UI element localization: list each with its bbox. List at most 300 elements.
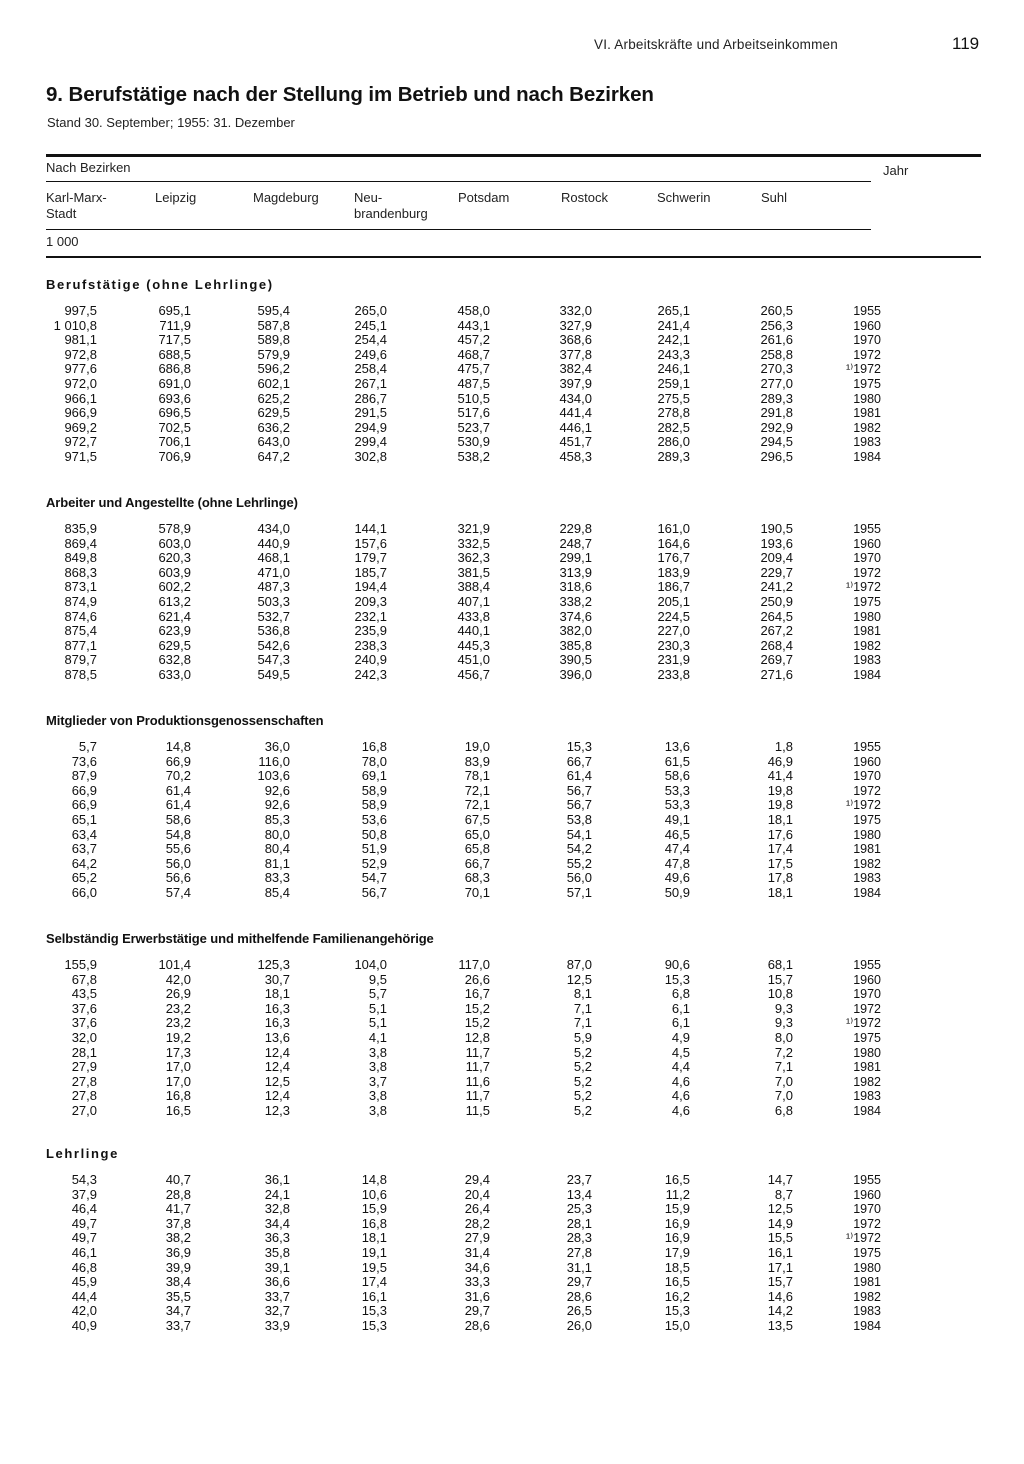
cell-schwerin: 4,6 — [671, 1102, 690, 1118]
cell-suhl: 256,3 — [760, 317, 793, 333]
cell-potsdam: 321,9 — [457, 521, 490, 536]
cell-potsdam: 510,5 — [457, 390, 490, 406]
cell-potsdam: 517,6 — [457, 405, 490, 421]
cell-rostock: 8,1 — [573, 986, 592, 1002]
cell-leipzig: 603,0 — [158, 535, 191, 551]
cell-schwerin: 90,6 — [664, 957, 690, 972]
cell-karl-marx-stadt: 873,1 — [64, 579, 97, 595]
cell-schwerin: 6,1 — [671, 1000, 690, 1016]
cell-schwerin: 16,2 — [664, 1288, 690, 1304]
cell-leipzig: 691,0 — [158, 375, 191, 391]
cell-leipzig: 686,8 — [158, 361, 191, 377]
cell-suhl: 7,1 — [774, 1059, 793, 1075]
table-row — [0, 1089, 1024, 1104]
column-header-leipzig — [155, 190, 196, 206]
cell-year: 1984 — [853, 1103, 881, 1118]
cell-neubrandenburg: 3,7 — [368, 1073, 387, 1089]
cell-year: 1981 — [853, 406, 881, 421]
cell-rostock: 229,8 — [559, 521, 592, 536]
cell-karl-marx-stadt: 49,7 — [71, 1230, 97, 1246]
cell-karl-marx-stadt: 49,7 — [71, 1215, 97, 1231]
cell-magdeburg: 80,4 — [264, 841, 290, 857]
section-heading: Arbeiter und Angestellte (ohne Lehrlinge) — [46, 495, 298, 510]
page-number: 119 — [952, 34, 980, 53]
cell-karl-marx-stadt: 977,6 — [64, 361, 97, 377]
cell-leipzig: 717,5 — [158, 332, 191, 348]
cell-schwerin: 15,3 — [664, 971, 690, 987]
section-heading: Selbständig Erwerbstätige und mithelfende Familienangehörige — [46, 931, 434, 946]
cell-year: 1975 — [853, 1030, 881, 1045]
cell-year: 1983 — [853, 1089, 881, 1104]
column-header-karl-marx-stadt — [46, 190, 107, 222]
cell-magdeburg: 34,4 — [264, 1215, 290, 1231]
column-header-magdeburg — [253, 190, 319, 206]
cell-leipzig: 61,4 — [165, 797, 191, 813]
cell-karl-marx-stadt: 66,0 — [71, 884, 97, 900]
cell-magdeburg: 602,1 — [257, 375, 290, 391]
cell-schwerin: 242,1 — [657, 332, 690, 348]
cell-neubrandenburg: 19,5 — [361, 1259, 387, 1275]
cell-magdeburg: 85,4 — [264, 884, 290, 900]
cell-rostock: 29,7 — [566, 1274, 592, 1290]
cell-year: ¹⁾1972 — [845, 580, 881, 595]
cell-leipzig: 38,4 — [165, 1274, 191, 1290]
cell-magdeburg: 636,2 — [257, 419, 290, 435]
cell-leipzig: 711,9 — [159, 317, 191, 333]
cell-karl-marx-stadt: 966,9 — [64, 405, 97, 421]
cell-magdeburg: 30,7 — [264, 971, 290, 987]
cell-year: 1975 — [853, 376, 881, 391]
cell-karl-marx-stadt: 868,3 — [64, 564, 97, 580]
column-header-suhl — [761, 190, 787, 206]
cell-leipzig: 41,7 — [165, 1201, 191, 1217]
cell-schwerin: 6,1 — [671, 1015, 690, 1031]
cell-leipzig: 26,9 — [165, 986, 191, 1002]
cell-leipzig: 42,0 — [165, 971, 191, 987]
cell-rostock: 57,1 — [566, 884, 592, 900]
cell-schwerin: 15,0 — [664, 1317, 690, 1333]
cell-leipzig: 578,9 — [158, 521, 191, 536]
table-row — [0, 1031, 1024, 1046]
table-row — [0, 362, 1024, 377]
cell-magdeburg: 81,1 — [264, 855, 290, 871]
cell-neubrandenburg: 52,9 — [361, 855, 387, 871]
cell-leipzig: 54,8 — [165, 826, 191, 842]
year-column-header: Jahr — [883, 163, 909, 178]
cell-schwerin: 11,2 — [665, 1186, 690, 1202]
cell-magdeburg: 12,5 — [264, 1073, 290, 1089]
cell-potsdam: 33,3 — [464, 1274, 490, 1290]
cell-schwerin: 246,1 — [657, 361, 690, 377]
cell-neubrandenburg: 232,1 — [354, 608, 387, 624]
cell-magdeburg: 36,0 — [264, 739, 290, 754]
column-header-neubrandenburg — [354, 190, 428, 222]
cell-potsdam: 72,1 — [464, 797, 490, 813]
table-row — [0, 668, 1024, 683]
cell-leipzig: 57,4 — [165, 884, 191, 900]
cell-schwerin: 4,5 — [671, 1044, 690, 1060]
cell-schwerin: 49,6 — [664, 870, 690, 886]
cell-potsdam: 530,9 — [457, 434, 490, 450]
table-row — [0, 1290, 1024, 1305]
column-header-line: Suhl — [761, 190, 788, 205]
cell-neubrandenburg: 249,6 — [354, 346, 387, 362]
cell-neubrandenburg: 104,0 — [354, 957, 387, 972]
cell-neubrandenburg: 240,9 — [354, 652, 387, 668]
cell-karl-marx-stadt: 27,8 — [71, 1088, 97, 1104]
cell-magdeburg: 36,3 — [264, 1230, 290, 1246]
cell-potsdam: 11,6 — [465, 1073, 490, 1089]
cell-year: 1982 — [853, 1289, 881, 1304]
cell-year: 1972 — [853, 783, 881, 798]
cell-potsdam: 16,7 — [464, 986, 490, 1002]
cell-magdeburg: 16,3 — [264, 1000, 290, 1016]
table-row — [0, 580, 1024, 595]
cell-suhl: 17,6 — [767, 826, 793, 842]
table-row — [0, 566, 1024, 581]
table-row — [0, 886, 1024, 901]
cell-year: 1984 — [853, 885, 881, 900]
cell-suhl: 190,5 — [760, 521, 793, 536]
cell-rostock: 446,1 — [559, 419, 592, 435]
cell-neubrandenburg: 10,6 — [361, 1186, 387, 1202]
cell-rostock: 87,0 — [566, 957, 592, 972]
cell-potsdam: 11,5 — [465, 1102, 490, 1118]
cell-year: ¹⁾1972 — [845, 1231, 881, 1246]
table-row — [0, 1202, 1024, 1217]
cell-rostock: 5,2 — [573, 1044, 592, 1060]
cell-suhl: 14,6 — [767, 1288, 793, 1304]
cell-leipzig: 58,6 — [165, 811, 191, 827]
cell-karl-marx-stadt: 40,9 — [71, 1317, 97, 1333]
cell-karl-marx-stadt: 32,0 — [71, 1029, 97, 1045]
cell-year: 1980 — [853, 1260, 881, 1275]
cell-leipzig: 66,9 — [165, 753, 191, 769]
cell-magdeburg: 32,8 — [264, 1201, 290, 1217]
cell-rostock: 28,1 — [566, 1215, 592, 1231]
cell-suhl: 268,4 — [760, 637, 793, 653]
cell-schwerin: 278,8 — [657, 405, 690, 421]
cell-schwerin: 47,4 — [664, 841, 690, 857]
cell-leipzig: 101,4 — [158, 957, 191, 972]
cell-leipzig: 56,6 — [165, 870, 191, 886]
cell-karl-marx-stadt: 73,6 — [71, 753, 97, 769]
column-header-rule — [46, 229, 871, 230]
cell-potsdam: 11,7 — [465, 1088, 490, 1104]
cell-magdeburg: 85,3 — [264, 811, 290, 827]
cell-rostock: 28,3 — [566, 1230, 592, 1246]
cell-leipzig: 33,7 — [165, 1317, 191, 1333]
cell-neubrandenburg: 242,3 — [354, 666, 387, 682]
cell-karl-marx-stadt: 66,9 — [71, 782, 97, 798]
cell-magdeburg: 24,1 — [264, 1186, 290, 1202]
cell-suhl: 14,7 — [767, 1172, 793, 1187]
cell-neubrandenburg: 235,9 — [354, 623, 387, 639]
cell-suhl: 19,8 — [767, 782, 793, 798]
cell-leipzig: 632,8 — [158, 652, 191, 668]
cell-magdeburg: 80,0 — [264, 826, 290, 842]
cell-suhl: 6,8 — [774, 1102, 793, 1118]
cell-potsdam: 362,3 — [457, 550, 490, 566]
cell-magdeburg: 596,2 — [257, 361, 290, 377]
cell-potsdam: 65,0 — [464, 826, 490, 842]
cell-magdeburg: 12,3 — [264, 1102, 290, 1118]
section-heading: Lehrlinge — [46, 1146, 119, 1161]
cell-year: 1975 — [853, 594, 881, 609]
cell-year: 1955 — [853, 1173, 881, 1187]
cell-karl-marx-stadt: 971,5 — [64, 448, 97, 464]
cell-karl-marx-stadt: 65,2 — [71, 870, 97, 886]
cell-magdeburg: 116,0 — [258, 753, 290, 769]
cell-rostock: 66,7 — [566, 753, 592, 769]
header-bottom-rule — [46, 256, 981, 258]
cell-rostock: 368,6 — [559, 332, 592, 348]
cell-potsdam: 29,4 — [464, 1172, 490, 1187]
cell-schwerin: 16,9 — [664, 1230, 690, 1246]
table-row — [0, 610, 1024, 625]
cell-suhl: 277,0 — [760, 375, 793, 391]
cell-karl-marx-stadt: 46,8 — [71, 1259, 97, 1275]
cell-year: 1955 — [853, 740, 881, 754]
cell-magdeburg: 92,6 — [264, 797, 290, 813]
cell-year: 1980 — [853, 1045, 881, 1060]
cell-schwerin: 16,9 — [664, 1215, 690, 1231]
cell-year: 1980 — [853, 827, 881, 842]
cell-suhl: 17,5 — [767, 855, 793, 871]
cell-suhl: 264,5 — [760, 608, 793, 624]
table-row — [0, 798, 1024, 813]
group-label: Nach Bezirken — [46, 160, 131, 175]
cell-magdeburg: 468,1 — [257, 550, 290, 566]
cell-year: 1960 — [853, 536, 881, 551]
cell-rostock: 458,3 — [559, 448, 592, 464]
cell-schwerin: 58,6 — [664, 768, 690, 784]
cell-neubrandenburg: 291,5 — [354, 405, 387, 421]
cell-karl-marx-stadt: 5,7 — [78, 739, 97, 754]
table-row — [0, 755, 1024, 770]
cell-karl-marx-stadt: 1 010,8 — [53, 317, 97, 333]
table-row — [0, 958, 1024, 973]
cell-potsdam: 523,7 — [457, 419, 490, 435]
cell-suhl: 41,4 — [767, 768, 793, 784]
cell-suhl: 7,2 — [774, 1044, 793, 1060]
cell-leipzig: 602,2 — [158, 579, 191, 595]
cell-neubrandenburg: 254,4 — [354, 332, 387, 348]
cell-neubrandenburg: 3,8 — [368, 1059, 387, 1075]
cell-potsdam: 19,0 — [464, 739, 490, 754]
table-row — [0, 1275, 1024, 1290]
cell-schwerin: 50,9 — [664, 884, 690, 900]
cell-magdeburg: 595,4 — [257, 303, 290, 318]
cell-neubrandenburg: 286,7 — [354, 390, 387, 406]
cell-schwerin: 61,5 — [664, 753, 690, 769]
cell-suhl: 15,5 — [767, 1230, 793, 1246]
cell-schwerin: 243,3 — [657, 346, 690, 362]
cell-suhl: 260,5 — [760, 303, 793, 318]
table-row — [0, 1046, 1024, 1061]
cell-schwerin: 4,6 — [671, 1073, 690, 1089]
cell-year: 1982 — [853, 856, 881, 871]
cell-year: 1972 — [853, 347, 881, 362]
table-row — [0, 1261, 1024, 1276]
cell-karl-marx-stadt: 37,6 — [71, 1015, 97, 1031]
cell-karl-marx-stadt: 972,8 — [64, 346, 97, 362]
cell-suhl: 17,1 — [767, 1259, 793, 1275]
cell-neubrandenburg: 294,9 — [354, 419, 387, 435]
cell-leipzig: 16,8 — [165, 1088, 191, 1104]
cell-karl-marx-stadt: 27,0 — [71, 1102, 97, 1118]
cell-year: 1955 — [853, 304, 881, 318]
cell-magdeburg: 547,3 — [257, 652, 290, 668]
cell-rostock: 396,0 — [559, 666, 592, 682]
section-heading: Mitglieder von Produktionsgenossenschaften — [46, 713, 324, 728]
table-row — [0, 1231, 1024, 1246]
cell-year: 1975 — [853, 1245, 881, 1260]
column-header-line: Potsdam — [458, 190, 510, 205]
cell-magdeburg: 103,6 — [257, 768, 290, 784]
cell-neubrandenburg: 5,1 — [368, 1015, 387, 1031]
cell-potsdam: 440,1 — [457, 623, 490, 639]
cell-neubrandenburg: 17,4 — [361, 1274, 387, 1290]
cell-rostock: 5,2 — [573, 1073, 592, 1089]
table-row — [0, 595, 1024, 610]
cell-leipzig: 623,9 — [158, 623, 191, 639]
table-row — [0, 435, 1024, 450]
cell-suhl: 68,1 — [767, 957, 793, 972]
cell-suhl: 267,2 — [760, 623, 793, 639]
cell-neubrandenburg: 58,9 — [361, 797, 387, 813]
table-row — [0, 1104, 1024, 1119]
cell-suhl: 271,6 — [760, 666, 793, 682]
cell-schwerin: 16,5 — [664, 1274, 690, 1290]
cell-schwerin: 259,1 — [657, 375, 690, 391]
cell-leipzig: 695,1 — [158, 303, 191, 318]
cell-suhl: 10,8 — [767, 986, 793, 1002]
cell-leipzig: 70,2 — [165, 768, 191, 784]
cell-karl-marx-stadt: 42,0 — [71, 1303, 97, 1319]
cell-suhl: 15,7 — [767, 971, 793, 987]
cell-year: 1970 — [853, 987, 881, 1002]
cell-karl-marx-stadt: 878,5 — [64, 666, 97, 682]
section-rows — [0, 522, 1024, 683]
cell-suhl: 13,5 — [767, 1317, 793, 1333]
cell-schwerin: 49,1 — [664, 811, 690, 827]
cell-leipzig: 23,2 — [165, 1015, 191, 1031]
cell-karl-marx-stadt: 27,8 — [71, 1073, 97, 1089]
cell-year: 1981 — [853, 624, 881, 639]
cell-magdeburg: 629,5 — [257, 405, 290, 421]
cell-karl-marx-stadt: 45,9 — [71, 1274, 97, 1290]
cell-magdeburg: 589,8 — [257, 332, 290, 348]
cell-neubrandenburg: 78,0 — [361, 753, 387, 769]
cell-suhl: 18,1 — [767, 811, 793, 827]
cell-rostock: 56,7 — [566, 782, 592, 798]
table-row — [0, 450, 1024, 465]
cell-suhl: 291,8 — [760, 405, 793, 421]
cell-neubrandenburg: 267,1 — [354, 375, 387, 391]
cell-potsdam: 29,7 — [464, 1303, 490, 1319]
table-row — [0, 421, 1024, 436]
cell-schwerin: 186,7 — [657, 579, 690, 595]
cell-neubrandenburg: 4,1 — [368, 1029, 387, 1045]
cell-suhl: 8,7 — [774, 1186, 793, 1202]
cell-suhl: 7,0 — [774, 1088, 793, 1104]
cell-karl-marx-stadt: 874,9 — [64, 593, 97, 609]
table-row — [0, 522, 1024, 537]
cell-year: 1970 — [853, 551, 881, 566]
cell-rostock: 61,4 — [566, 768, 592, 784]
table-row — [0, 319, 1024, 334]
cell-rostock: 374,6 — [559, 608, 592, 624]
cell-magdeburg: 92,6 — [264, 782, 290, 798]
cell-suhl: 16,1 — [767, 1244, 793, 1260]
cell-neubrandenburg: 15,9 — [361, 1201, 387, 1217]
cell-potsdam: 388,4 — [457, 579, 490, 595]
cell-leipzig: 603,9 — [158, 564, 191, 580]
cell-karl-marx-stadt: 877,1 — [64, 637, 97, 653]
cell-karl-marx-stadt: 65,1 — [71, 811, 97, 827]
cell-magdeburg: 32,7 — [264, 1303, 290, 1319]
cell-neubrandenburg: 3,8 — [368, 1088, 387, 1104]
cell-karl-marx-stadt: 46,1 — [71, 1244, 97, 1260]
cell-schwerin: 233,8 — [657, 666, 690, 682]
cell-rostock: 5,2 — [573, 1059, 592, 1075]
cell-leipzig: 34,7 — [165, 1303, 191, 1319]
table-row — [0, 1319, 1024, 1334]
cell-potsdam: 381,5 — [457, 564, 490, 580]
cell-potsdam: 11,7 — [465, 1044, 490, 1060]
cell-neubrandenburg: 16,1 — [361, 1288, 387, 1304]
cell-magdeburg: 16,3 — [264, 1015, 290, 1031]
cell-schwerin: 17,9 — [664, 1244, 690, 1260]
column-header-line: Neu- — [354, 190, 383, 205]
cell-schwerin: 53,3 — [664, 797, 690, 813]
cell-potsdam: 31,4 — [464, 1244, 490, 1260]
cell-rostock: 318,6 — [559, 579, 592, 595]
cell-year: 1970 — [853, 333, 881, 348]
cell-rostock: 382,4 — [559, 361, 592, 377]
cell-karl-marx-stadt: 875,4 — [64, 623, 97, 639]
cell-suhl: 19,8 — [767, 797, 793, 813]
cell-rostock: 332,0 — [559, 303, 592, 318]
table-row — [0, 1016, 1024, 1031]
cell-rostock: 434,0 — [559, 390, 592, 406]
cell-karl-marx-stadt: 87,9 — [71, 768, 97, 784]
cell-rostock: 451,7 — [559, 434, 592, 450]
cell-neubrandenburg: 15,3 — [361, 1317, 387, 1333]
cell-magdeburg: 83,3 — [264, 870, 290, 886]
cell-rostock: 31,1 — [566, 1259, 592, 1275]
cell-suhl: 15,7 — [767, 1274, 793, 1290]
cell-leipzig: 19,2 — [165, 1029, 191, 1045]
table-subtitle: Stand 30. September; 1955: 31. Dezember — [47, 115, 295, 130]
cell-neubrandenburg: 3,8 — [368, 1044, 387, 1060]
cell-leipzig: 35,5 — [165, 1288, 191, 1304]
cell-neubrandenburg: 179,7 — [354, 550, 387, 566]
section-heading: Berufstätige (ohne Lehrlinge) — [46, 277, 274, 292]
cell-rostock: 56,0 — [566, 870, 592, 886]
cell-potsdam: 538,2 — [457, 448, 490, 464]
cell-karl-marx-stadt: 874,6 — [64, 608, 97, 624]
cell-neubrandenburg: 3,8 — [368, 1102, 387, 1118]
cell-leipzig: 629,5 — [158, 637, 191, 653]
table-row — [0, 653, 1024, 668]
cell-schwerin: 183,9 — [657, 564, 690, 580]
cell-suhl: 17,8 — [767, 870, 793, 886]
cell-potsdam: 65,8 — [464, 841, 490, 857]
cell-magdeburg: 625,2 — [257, 390, 290, 406]
cell-schwerin: 265,1 — [657, 303, 690, 318]
